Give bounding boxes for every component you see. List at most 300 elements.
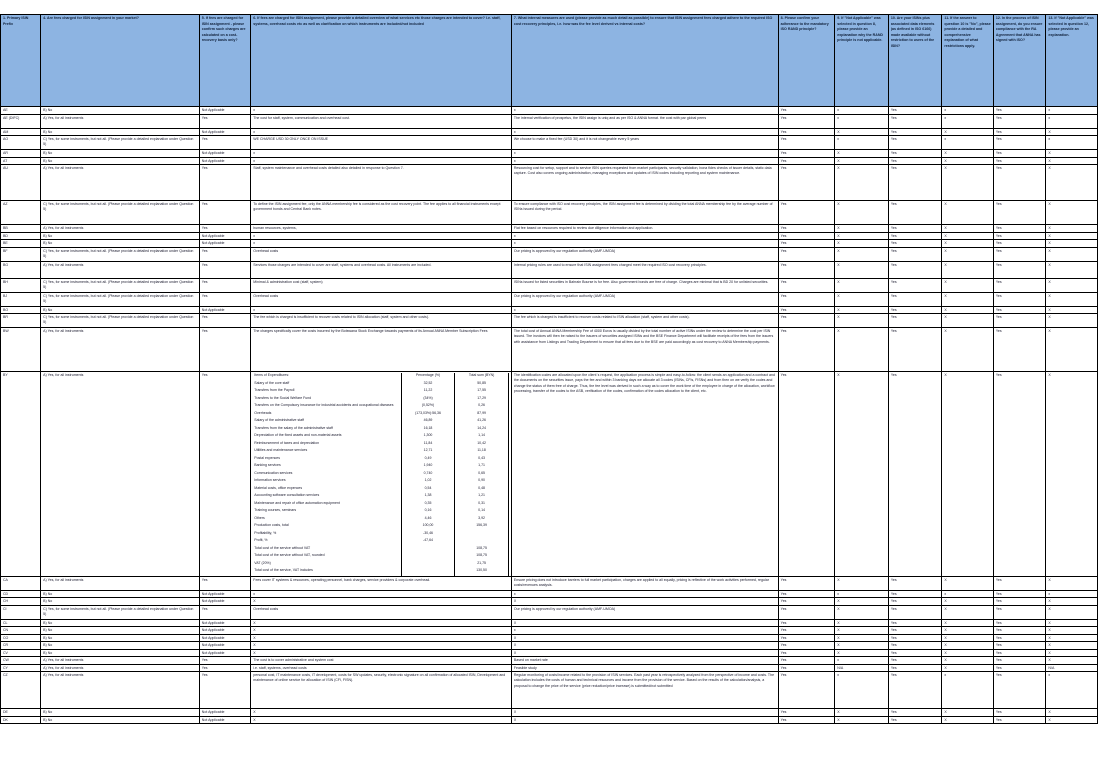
cell-c7[interactable]: To ensure compliance with ISO cost recovery principles, the ISIN assignment fee is determined by dividing the total ANNA membership fee by the average number of ISINs issued during the period. xyxy=(511,201,778,225)
cell-c6[interactable]: Fees cover IT systems & resources, operating personnel, bank charges, service providers & corporate overhead. xyxy=(251,576,512,590)
cell-c12[interactable]: Yes xyxy=(993,619,1046,627)
cell-c10[interactable]: Yes xyxy=(888,372,942,577)
cell-c9[interactable]: X xyxy=(835,576,889,590)
cell-c13[interactable]: X xyxy=(1046,328,1098,372)
cell-c8[interactable]: Yes xyxy=(778,165,835,201)
cell-c9[interactable]: X xyxy=(835,619,889,627)
cell-c4[interactable]: B) No xyxy=(41,627,200,635)
table-row[interactable] xyxy=(1,292,1098,306)
cell-c4[interactable]: C) Yes, for some instruments, but not all. (Please provide a detailed explanation under Question 5) xyxy=(41,136,200,150)
table-row[interactable] xyxy=(1,114,1098,128)
cell-c8[interactable]: Yes xyxy=(778,225,835,233)
cell-c10[interactable]: Yes xyxy=(888,157,942,165)
cell-c10[interactable]: Yes xyxy=(888,114,942,128)
cell-c12[interactable]: Yes xyxy=(993,261,1046,278)
cell-c8[interactable]: Yes xyxy=(778,590,835,598)
table-row[interactable] xyxy=(1,232,1098,240)
cell-c12[interactable]: Yes xyxy=(993,165,1046,201)
cell-c13[interactable]: X xyxy=(1046,306,1098,314)
cell-c10[interactable]: Yes xyxy=(888,590,942,598)
cell-c5[interactable]: Not Applicable xyxy=(199,232,251,240)
cell-c5[interactable]: Yes xyxy=(199,201,251,225)
cell-c8[interactable]: Yes xyxy=(778,672,835,709)
cell-c6[interactable]: human resources, systems, xyxy=(251,225,512,233)
cell-c11[interactable]: X xyxy=(942,649,994,657)
table-row[interactable] xyxy=(1,605,1098,619)
cell-c9[interactable]: X xyxy=(835,709,889,717)
cell-c13[interactable]: x xyxy=(1046,136,1098,150)
row-isin-prefix-cell[interactable]: BE xyxy=(1,240,41,248)
cell-c10[interactable]: Yes xyxy=(888,292,942,306)
cell-c7[interactable]: We choose to make a fixed fee (USD 30) and it is not changeable every 5 years xyxy=(511,136,778,150)
cell-c7[interactable]: X xyxy=(511,598,778,606)
cell-c8[interactable]: Yes xyxy=(778,649,835,657)
cell-c10[interactable]: Yes xyxy=(888,150,942,158)
cell-c9[interactable]: x xyxy=(835,657,889,665)
cell-c9[interactable]: X xyxy=(835,201,889,225)
cell-c9[interactable]: X xyxy=(835,261,889,278)
cell-c13[interactable]: X xyxy=(1046,157,1098,165)
table-row[interactable] xyxy=(1,657,1098,665)
cell-c10[interactable]: Yes xyxy=(888,201,942,225)
cell-c4[interactable]: B) No xyxy=(41,709,200,717)
column-header-c8[interactable]: 8. Please confirm your adherance to the mandatory ISO RAND principle? xyxy=(778,15,835,107)
cell-c9[interactable]: X xyxy=(835,306,889,314)
cell-c5[interactable]: Yes xyxy=(199,247,251,261)
cell-c12[interactable]: Yes xyxy=(993,598,1046,606)
cell-c6[interactable] xyxy=(251,372,512,577)
cell-c9[interactable]: x xyxy=(835,107,889,115)
table-row[interactable] xyxy=(1,590,1098,598)
cell-c4[interactable]: B) No xyxy=(41,157,200,165)
column-header-c10[interactable]: 10. Are your ISINs plus associated data elements (as defined in ISO 6166) made available without restriction to users of the ISIN? xyxy=(888,15,942,107)
cell-c6[interactable]: WE CHARGE USD 30 ONLY ONCE ON ISSUE xyxy=(251,136,512,150)
table-row[interactable] xyxy=(1,627,1098,635)
cell-c9[interactable]: X xyxy=(835,292,889,306)
cell-c8[interactable]: Yes xyxy=(778,664,835,672)
table-row[interactable] xyxy=(1,240,1098,248)
column-header-c7[interactable]: 7. What internal measures are used (please provide as much detail as possible) to ensure that ISIN assignment fees charged adhere to the required ISO cost recovery principles, i.e. how was the fee level derived vs internal costs? xyxy=(511,15,778,107)
cell-c10[interactable]: Yes xyxy=(888,649,942,657)
cell-c8[interactable]: Yes xyxy=(778,619,835,627)
cell-c12[interactable]: Yes xyxy=(993,649,1046,657)
row-isin-prefix-cell[interactable]: CN xyxy=(1,627,41,635)
cell-c11[interactable]: X xyxy=(942,627,994,635)
cell-c9[interactable]: X xyxy=(835,247,889,261)
cell-c13[interactable]: x xyxy=(1046,590,1098,598)
row-isin-prefix-cell[interactable]: AM xyxy=(1,128,41,136)
cell-c5[interactable]: Yes xyxy=(199,664,251,672)
cell-c13[interactable]: X xyxy=(1046,201,1098,225)
table-row[interactable] xyxy=(1,619,1098,627)
cell-c5[interactable]: Yes xyxy=(199,576,251,590)
cell-c9[interactable]: X xyxy=(835,649,889,657)
row-isin-prefix-cell[interactable]: AO xyxy=(1,136,41,150)
row-isin-prefix-cell[interactable]: BF xyxy=(1,247,41,261)
cell-c12[interactable]: Yes xyxy=(993,114,1046,128)
cell-c12[interactable]: Yes xyxy=(993,128,1046,136)
row-isin-prefix-cell[interactable]: CO xyxy=(1,634,41,642)
cell-c9[interactable]: x xyxy=(835,590,889,598)
cell-c5[interactable]: Not Applicable xyxy=(199,157,251,165)
cell-c7[interactable]: x xyxy=(511,150,778,158)
column-header-c11[interactable]: 11. If the answer to question 10 is "No", please provide a detailed and comprehensive explanation of what restrictions apply. xyxy=(942,15,994,107)
cell-c6[interactable]: Overhead costs xyxy=(251,605,512,619)
cell-c10[interactable]: Yes xyxy=(888,672,942,709)
cell-c6[interactable]: The cost is to cover administrative and system cost xyxy=(251,657,512,665)
row-isin-prefix-cell[interactable]: AR xyxy=(1,150,41,158)
cell-c8[interactable]: Yes xyxy=(778,372,835,577)
cell-c8[interactable]: Yes xyxy=(778,657,835,665)
cell-c12[interactable]: Yes xyxy=(993,247,1046,261)
cell-c7[interactable]: The internal verification of prospetus, the ISIN assign is uniq and as per ISO & ANNA format. the cost with par global peers xyxy=(511,114,778,128)
row-isin-prefix-cell[interactable]: BR xyxy=(1,314,41,328)
cell-c7[interactable]: Regular monitoring of costs/income related to the provision of ISIN services. Each past year is retrospectively analyzed from the perspective of income and costs. The calculation includes the costs of human and technical resources and income from the provision of the service. Based on the results of the calculation/analysis, a proposal to change the price of the service (price reduction/price increase) is submitted/not submitted xyxy=(511,672,778,709)
cell-c7[interactable]: Feasible study xyxy=(511,664,778,672)
cell-c7[interactable]: ISINs issued for listed securities in Bahrain Bourse is for free. Also government bonds are free of charge. Charges are minimal that is BD 20 for unlisted securities. xyxy=(511,278,778,292)
cell-c12[interactable]: Yes xyxy=(993,672,1046,709)
cell-c10[interactable]: Yes xyxy=(888,657,942,665)
cell-c12[interactable]: Yes xyxy=(993,136,1046,150)
cell-c7[interactable]: Ensure pricing does not introduce barriers to full market participation, charges are applied to all equally, pricing is reflective of the work activities performed, regular costs/revenues analysis. xyxy=(511,576,778,590)
cell-c6[interactable]: x xyxy=(251,232,512,240)
cell-c8[interactable]: Yes xyxy=(778,232,835,240)
cell-c13[interactable]: X xyxy=(1046,598,1098,606)
cell-c7[interactable]: x xyxy=(511,107,778,115)
cell-c4[interactable]: A) Yes, for all instruments xyxy=(41,664,200,672)
cell-c6[interactable]: X xyxy=(251,598,512,606)
cell-c10[interactable]: Yes xyxy=(888,627,942,635)
cell-c13[interactable]: X xyxy=(1046,709,1098,717)
cell-c13[interactable]: x xyxy=(1046,672,1098,709)
column-header-c1[interactable]: 1. Primary ISIN Prefix xyxy=(1,15,41,107)
cell-c4[interactable]: C) Yes, for some instruments, but not all. (Please provide a detailed explanation under Question 5) xyxy=(41,292,200,306)
cell-c6[interactable]: Staff, system maintenance and overhead costs detailed also detailed in response to Question 7. xyxy=(251,165,512,201)
cell-c10[interactable]: Yes xyxy=(888,605,942,619)
cell-c10[interactable]: Yes xyxy=(888,709,942,717)
cell-c9[interactable]: X xyxy=(835,598,889,606)
row-isin-prefix-cell[interactable]: BG xyxy=(1,261,41,278)
cell-c11[interactable]: x xyxy=(942,590,994,598)
cell-c12[interactable]: Yes xyxy=(993,605,1046,619)
cell-c10[interactable]: Yes xyxy=(888,716,942,724)
row-isin-prefix-cell[interactable]: CH xyxy=(1,598,41,606)
table-row[interactable] xyxy=(1,716,1098,724)
cell-c12[interactable]: Yes xyxy=(993,292,1046,306)
cell-c11[interactable]: X xyxy=(942,634,994,642)
row-isin-prefix-cell[interactable]: BO xyxy=(1,306,41,314)
cell-c9[interactable]: x xyxy=(835,114,889,128)
cell-c10[interactable]: Yes xyxy=(888,136,942,150)
cell-c4[interactable]: C) Yes, for some instruments, but not all. (Please provide a detailed explanation under Question 5) xyxy=(41,314,200,328)
table-row[interactable] xyxy=(1,278,1098,292)
cell-c8[interactable]: Yes xyxy=(778,576,835,590)
row-isin-prefix-cell[interactable]: DK xyxy=(1,716,41,724)
row-isin-prefix-cell[interactable]: CY xyxy=(1,664,41,672)
cell-c6[interactable]: X xyxy=(251,634,512,642)
cell-c7[interactable]: X xyxy=(511,649,778,657)
cell-c6[interactable]: The charges specifically cover the costs incurred by the Botswana Stock Exchange towards payments of its Annual ANNA Member Subscription Fees xyxy=(251,328,512,372)
cell-c7[interactable]: x xyxy=(511,240,778,248)
table-row[interactable] xyxy=(1,314,1098,328)
cell-c13[interactable]: X xyxy=(1046,619,1098,627)
cell-c11[interactable]: X xyxy=(942,247,994,261)
cell-c4[interactable]: B) No xyxy=(41,240,200,248)
cell-c10[interactable]: Yes xyxy=(888,598,942,606)
cell-c13[interactable]: X xyxy=(1046,128,1098,136)
cell-c11[interactable]: X xyxy=(942,240,994,248)
cell-c12[interactable]: Yes xyxy=(993,240,1046,248)
row-isin-prefix-cell[interactable]: BY xyxy=(1,372,41,577)
cell-c4[interactable]: B) No xyxy=(41,232,200,240)
cell-c6[interactable]: Overhead costs xyxy=(251,247,512,261)
cell-c11[interactable]: X xyxy=(942,598,994,606)
cell-c5[interactable]: Not Applicable xyxy=(199,649,251,657)
cell-c11[interactable]: x xyxy=(942,136,994,150)
cell-c12[interactable]: Yes xyxy=(993,709,1046,717)
cell-c13[interactable]: N/A xyxy=(1046,664,1098,672)
cell-c7[interactable]: Our pricing is approved by our regulation authority (AMF-UMOA) xyxy=(511,292,778,306)
cell-c9[interactable]: X xyxy=(835,716,889,724)
cell-c6[interactable]: Minimal & administration cost (staff, system) xyxy=(251,278,512,292)
cell-c8[interactable]: Yes xyxy=(778,157,835,165)
cell-c6[interactable]: x xyxy=(251,128,512,136)
cell-c6[interactable]: The fee which is charged is insufficient to recover costs related to ISIN allocation (staff, system and other costs). xyxy=(251,314,512,328)
cell-c11[interactable]: x xyxy=(942,672,994,709)
cell-c8[interactable]: Yes xyxy=(778,627,835,635)
cell-c7[interactable]: X xyxy=(511,709,778,717)
row-isin-prefix-cell[interactable]: CW xyxy=(1,657,41,665)
cell-c13[interactable]: X xyxy=(1046,232,1098,240)
cell-c4[interactable]: C) Yes, for some instruments, but not all. (Please provide a detailed explanation under Question 5) xyxy=(41,605,200,619)
cell-c10[interactable]: Yes xyxy=(888,247,942,261)
cell-c5[interactable]: Yes xyxy=(199,372,251,577)
table-row[interactable] xyxy=(1,649,1098,657)
cell-c11[interactable]: X xyxy=(942,225,994,233)
row-isin-prefix-cell[interactable]: BH xyxy=(1,278,41,292)
table-row[interactable] xyxy=(1,157,1098,165)
cell-c10[interactable]: Yes xyxy=(888,240,942,248)
cell-c7[interactable]: Flat fee based on resources required to review due diligence information and application. xyxy=(511,225,778,233)
cell-c10[interactable]: Yes xyxy=(888,642,942,650)
cell-c4[interactable]: C) Yes, for some instruments, but not all. (Please provide a detailed explanation under Question 5) xyxy=(41,201,200,225)
cell-c9[interactable]: X xyxy=(835,605,889,619)
column-header-c13[interactable]: 13. If "Not Applicable" was selected in question 12, please provide an explanation. xyxy=(1046,15,1098,107)
cell-c4[interactable]: B) No xyxy=(41,306,200,314)
cell-c9[interactable]: N/A xyxy=(835,664,889,672)
row-isin-prefix-cell[interactable]: AT xyxy=(1,157,41,165)
cell-c5[interactable]: Not Applicable xyxy=(199,598,251,606)
cell-c10[interactable]: Yes xyxy=(888,107,942,115)
cell-c9[interactable]: X xyxy=(835,157,889,165)
cell-c8[interactable]: Yes xyxy=(778,107,835,115)
cell-c4[interactable]: B) No xyxy=(41,107,200,115)
cell-c13[interactable]: X xyxy=(1046,247,1098,261)
cell-c5[interactable]: Not Applicable xyxy=(199,107,251,115)
cell-c10[interactable]: Yes xyxy=(888,634,942,642)
cell-c4[interactable]: A) Yes, for all instruments xyxy=(41,165,200,201)
column-header-c4[interactable]: 4. Are fees charged for ISIN assignment in your market? xyxy=(41,15,200,107)
cell-c4[interactable]: B) No xyxy=(41,150,200,158)
row-isin-prefix-cell[interactable]: CZ xyxy=(1,672,41,709)
cell-c4[interactable]: C) Yes, for some instruments, but not all. (Please provide a detailed explanation under Question 5) xyxy=(41,247,200,261)
cell-c13[interactable]: X xyxy=(1046,240,1098,248)
cell-c7[interactable]: Resourcing cost for setup, support and to service ISIN queries requested from market participants, security validation, bona fides checks of issuer details, static data capture. Cost also covers ongoing administration, managing exceptions and updates of ISIN codes including reporting and system maintenance. xyxy=(511,165,778,201)
row-isin-prefix-cell[interactable]: BD xyxy=(1,232,41,240)
cell-c7[interactable]: Our pricing is approved by our regulation authority (AMF-UMOA) xyxy=(511,247,778,261)
cell-c8[interactable]: Yes xyxy=(778,278,835,292)
cell-c11[interactable]: X xyxy=(942,150,994,158)
cell-c13[interactable]: X xyxy=(1046,225,1098,233)
cell-c12[interactable]: Yes xyxy=(993,314,1046,328)
cell-c4[interactable]: A) Yes, for all instruments xyxy=(41,672,200,709)
cell-c5[interactable]: Not Applicable xyxy=(199,590,251,598)
row-isin-prefix-cell[interactable]: CR xyxy=(1,642,41,650)
cell-c13[interactable]: X xyxy=(1046,278,1098,292)
cell-c10[interactable]: Yes xyxy=(888,306,942,314)
cell-c12[interactable]: Yes xyxy=(993,716,1046,724)
cell-c6[interactable]: X xyxy=(251,642,512,650)
cell-c6[interactable]: To define the ISIN assignment fee, only the ANNA membership fee is considered as the cost recovery point. The fee applies to all financial instruments except government bonds and Central Bank notes. xyxy=(251,201,512,225)
cell-c12[interactable]: Yes xyxy=(993,372,1046,577)
cell-c11[interactable]: X xyxy=(942,278,994,292)
row-isin-prefix-cell[interactable]: CD xyxy=(1,590,41,598)
cell-c6[interactable]: x xyxy=(251,240,512,248)
table-row[interactable] xyxy=(1,128,1098,136)
cell-c12[interactable]: Yes xyxy=(993,328,1046,372)
table-row[interactable] xyxy=(1,261,1098,278)
cell-c8[interactable]: Yes xyxy=(778,292,835,306)
cell-c11[interactable]: X xyxy=(942,261,994,278)
cell-c11[interactable]: X xyxy=(942,314,994,328)
cell-c6[interactable]: i.e. staff, systems, overhead costs xyxy=(251,664,512,672)
cell-c11[interactable]: X xyxy=(942,716,994,724)
cell-c4[interactable]: A) Yes, for all instruments xyxy=(41,328,200,372)
cell-c10[interactable]: Yes xyxy=(888,165,942,201)
cell-c8[interactable]: Yes xyxy=(778,642,835,650)
row-isin-prefix-cell[interactable]: DE xyxy=(1,709,41,717)
table-row[interactable] xyxy=(1,247,1098,261)
cell-c10[interactable]: Yes xyxy=(888,576,942,590)
cell-c5[interactable]: Yes xyxy=(199,225,251,233)
cell-c7[interactable]: x xyxy=(511,306,778,314)
cell-c13[interactable]: X xyxy=(1046,657,1098,665)
cell-c11[interactable]: X xyxy=(942,605,994,619)
cell-c9[interactable]: x xyxy=(835,672,889,709)
cell-c7[interactable]: x xyxy=(511,590,778,598)
cell-c13[interactable]: x xyxy=(1046,114,1098,128)
cell-c7[interactable]: X xyxy=(511,642,778,650)
cell-c9[interactable]: X xyxy=(835,642,889,650)
cell-c11[interactable]: X xyxy=(942,657,994,665)
cell-c11[interactable]: X xyxy=(942,372,994,577)
cell-c4[interactable]: A) Yes, for all instruments xyxy=(41,261,200,278)
cell-c10[interactable]: Yes xyxy=(888,328,942,372)
cell-c4[interactable]: B) No xyxy=(41,716,200,724)
cell-c10[interactable]: Yes xyxy=(888,278,942,292)
row-isin-prefix-cell[interactable]: BB xyxy=(1,225,41,233)
cell-c7[interactable]: x xyxy=(511,232,778,240)
table-row[interactable] xyxy=(1,328,1098,372)
cell-c11[interactable]: X xyxy=(942,576,994,590)
row-isin-prefix-cell[interactable]: CA xyxy=(1,576,41,590)
cell-c8[interactable]: Yes xyxy=(778,128,835,136)
cell-c5[interactable]: Not Applicable xyxy=(199,716,251,724)
cell-c5[interactable]: Yes xyxy=(199,672,251,709)
cell-c7[interactable]: x xyxy=(511,128,778,136)
row-isin-prefix-cell[interactable]: AZ xyxy=(1,201,41,225)
cell-c5[interactable]: Not Applicable xyxy=(199,128,251,136)
cell-c13[interactable]: x xyxy=(1046,107,1098,115)
cell-c9[interactable]: X xyxy=(835,128,889,136)
table-row[interactable] xyxy=(1,107,1098,115)
cell-c10[interactable]: Yes xyxy=(888,128,942,136)
cell-c13[interactable]: X xyxy=(1046,627,1098,635)
cell-c5[interactable]: Not Applicable xyxy=(199,150,251,158)
cell-c11[interactable]: X xyxy=(942,165,994,201)
cell-c10[interactable]: Yes xyxy=(888,314,942,328)
column-header-c12[interactable]: 12. In the process of ISIN assignment, do you ensure compliance with the RA Agreement that ANNA has signed with ISO? xyxy=(993,15,1046,107)
cell-c12[interactable]: Yes xyxy=(993,306,1046,314)
table-row[interactable] xyxy=(1,664,1098,672)
cell-c4[interactable]: B) No xyxy=(41,649,200,657)
cell-c11[interactable]: X xyxy=(942,709,994,717)
cell-c8[interactable]: Yes xyxy=(778,247,835,261)
cell-c13[interactable]: X xyxy=(1046,150,1098,158)
cell-c6[interactable]: X xyxy=(251,619,512,627)
table-row[interactable] xyxy=(1,634,1098,642)
cell-c5[interactable]: Yes xyxy=(199,261,251,278)
cell-c13[interactable]: X xyxy=(1046,649,1098,657)
cell-c13[interactable]: X xyxy=(1046,292,1098,306)
cell-c7[interactable]: X xyxy=(511,716,778,724)
cell-c6[interactable]: x xyxy=(251,150,512,158)
table-row[interactable] xyxy=(1,306,1098,314)
cell-c5[interactable]: Yes xyxy=(199,165,251,201)
cell-c11[interactable]: x xyxy=(942,114,994,128)
cell-c7[interactable]: x xyxy=(511,627,778,635)
cell-c6[interactable]: x xyxy=(251,590,512,598)
cell-c8[interactable]: Yes xyxy=(778,201,835,225)
column-header-c9[interactable]: 9. If "Not Applicable" was selected in question 8, please provide an explanation why the RAND principle is not applicable. xyxy=(835,15,889,107)
row-isin-prefix-cell[interactable]: CI xyxy=(1,605,41,619)
cell-c13[interactable]: X xyxy=(1046,261,1098,278)
row-isin-prefix-cell[interactable]: CL xyxy=(1,619,41,627)
cell-c4[interactable]: B) No xyxy=(41,590,200,598)
cell-c4[interactable]: A) Yes, for all instruments xyxy=(41,225,200,233)
cell-c6[interactable]: X xyxy=(251,716,512,724)
cell-c10[interactable]: Yes xyxy=(888,232,942,240)
cell-c9[interactable]: X xyxy=(835,634,889,642)
cell-c11[interactable]: X xyxy=(942,619,994,627)
cell-c11[interactable]: X xyxy=(942,642,994,650)
cell-c6[interactable]: x xyxy=(251,107,512,115)
cell-c4[interactable]: A) Yes, for all instruments xyxy=(41,114,200,128)
cell-c7[interactable]: x xyxy=(511,157,778,165)
cell-c9[interactable]: X xyxy=(835,165,889,201)
cell-c10[interactable]: Yes xyxy=(888,261,942,278)
cell-c6[interactable]: x xyxy=(251,306,512,314)
cell-c5[interactable]: Not Applicable xyxy=(199,240,251,248)
cell-c8[interactable]: Yes xyxy=(778,240,835,248)
cell-c6[interactable]: Overhead costs xyxy=(251,292,512,306)
cell-c5[interactable]: Yes xyxy=(199,278,251,292)
cell-c12[interactable]: Yes xyxy=(993,150,1046,158)
row-isin-prefix-cell[interactable]: AE (DIFC) xyxy=(1,114,41,128)
cell-c8[interactable]: Yes xyxy=(778,634,835,642)
cell-c7[interactable]: Based on market rate xyxy=(511,657,778,665)
cell-c4[interactable]: A) Yes, for all instruments xyxy=(41,372,200,577)
